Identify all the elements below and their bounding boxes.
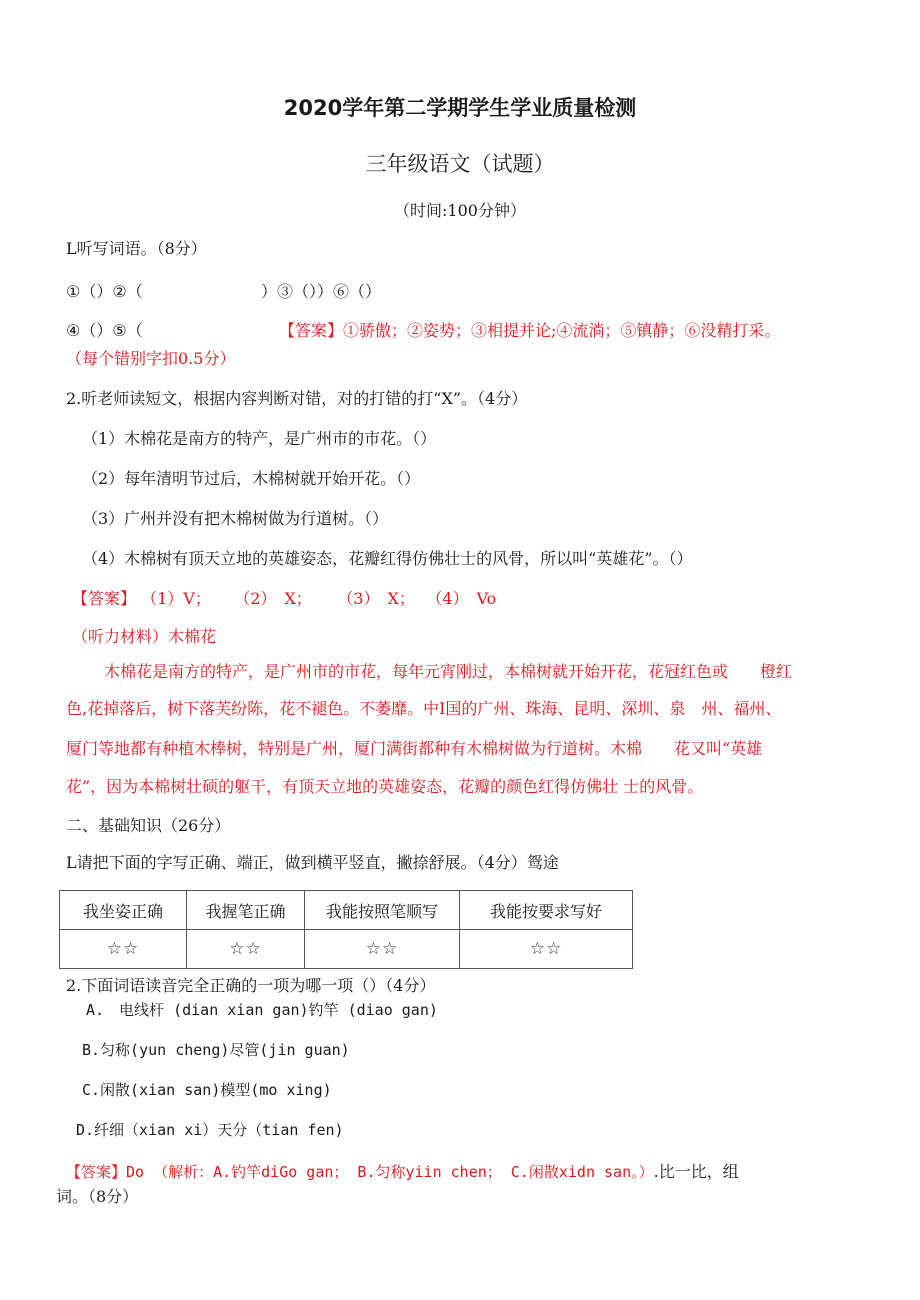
rubric-header: 我能按照笔顺写 — [305, 891, 460, 930]
rubric-header: 我坐姿正确 — [60, 891, 187, 930]
section2-heading: 二、基础知识（26分） — [66, 816, 231, 835]
s2-q2-option: A. 电线杆 (dian xian gan)钓竿 (diao gan) — [86, 1001, 438, 1019]
q1-blanks-1b: ）③（））⑥（） — [261, 282, 382, 301]
rubric-header: 我能按要求写好 — [460, 891, 633, 930]
s2-q3-heading-cont: 词。（8分） — [56, 1187, 139, 1206]
rubric-stars: ☆☆ — [187, 930, 305, 969]
q2-answer — [72, 586, 496, 609]
s2-q1-heading: L请把下面的字写正确、端正，做到横平竖直，撇捺舒展。（4分）鸳途 — [66, 853, 559, 872]
s2-q2-option: D.纤细（xian xi）天分（tian fen) — [76, 1121, 344, 1139]
q2-answer-label: 【答案】 — [72, 589, 137, 608]
listening-line: 厦门等地都有种植木棒树，特别是广州，厦门满街都种有木棉树做为行道树。木棉 花又叫“英雄 — [66, 739, 763, 758]
q2-item: （2）每年清明节过后，木棉树就开始开花。（） — [82, 469, 421, 488]
q2-answer-part: （1）V； — [141, 589, 211, 608]
q2-answer-part: （2） X； — [234, 589, 312, 608]
time-limit: （时间:100分钟） — [394, 201, 526, 220]
s2-q2-answer-row — [66, 1159, 739, 1182]
q1-blanks-1a: ①（）②（ — [66, 282, 143, 301]
page-title: 2020学年第二学期学生学业质量检测 — [283, 96, 637, 120]
self-evaluation-table — [59, 890, 633, 969]
q2-heading: 2.听老师读短文，根据内容判断对错，对的打错的打“X”。（4分） — [66, 389, 528, 408]
s2-q2-answer: 【答案】Do （解析：A.钓竿diGo gan； B.匀称yiin chen； C.闲散xidn san。） — [66, 1163, 654, 1181]
q2-item: （3）广州并没有把木棉树做为行道树。（） — [82, 509, 389, 528]
rubric-stars: ☆☆ — [60, 930, 187, 969]
listening-line: 色,花掉落后，树下落芙纷陈，花不褪色。不萎靡。中I国的广州、珠海、昆明、深圳、泉 州、福州、 — [66, 699, 782, 718]
q1-blanks-2a: ④（）⑤（ — [66, 321, 143, 340]
q1-heading: L听写词语。（8分） — [66, 239, 207, 258]
q2-item: （4）木棉树有顶天立地的英雄姿态，花瓣红得仿佛壮士的风骨，所以叫“英雄花”。（） — [82, 549, 693, 568]
q2-answer-part: （3） X； — [337, 589, 415, 608]
q2-item: （1）木棉花是南方的特产，是广州市的市花。（） — [82, 429, 437, 448]
q1-answer: 【答案】①骄傲；②姿势；③相提并论;④流淌；⑤镇静；⑥没精打采。 — [279, 321, 781, 340]
rubric-stars: ☆☆ — [305, 930, 460, 969]
s2-q2-option: C.闲散(xian san)模型(mo xing) — [82, 1081, 332, 1099]
s2-q3-heading: .比一比，组 — [653, 1162, 739, 1181]
page-subtitle: 三年级语文（试题） — [365, 152, 555, 176]
listening-line: 木棉花是南方的特产，是广州市的市花，每年元宵刚过，本棉树就开始开花，花冠红色或 橙红 — [104, 662, 793, 681]
s2-q2-option: B.匀称(yun cheng)尽管(jin guan) — [82, 1041, 350, 1059]
rubric-stars: ☆☆ — [460, 930, 633, 969]
q2-answer-part: （4） Vo — [426, 589, 497, 608]
s2-q2-heading: 2.下面词语读音完全正确的一项为哪一项（）（4分） — [66, 976, 436, 995]
rubric-header: 我握笔正确 — [187, 891, 305, 930]
listening-line: 花”，因为本棉树壮硕的躯干，有顶天立地的英雄姿态，花瓣的颜色红得仿佛壮 士的风骨。 — [66, 777, 704, 796]
listening-title: （听力材料）木棉花 — [72, 627, 217, 646]
q1-note: （每个错别字扣0.5分） — [66, 349, 236, 368]
